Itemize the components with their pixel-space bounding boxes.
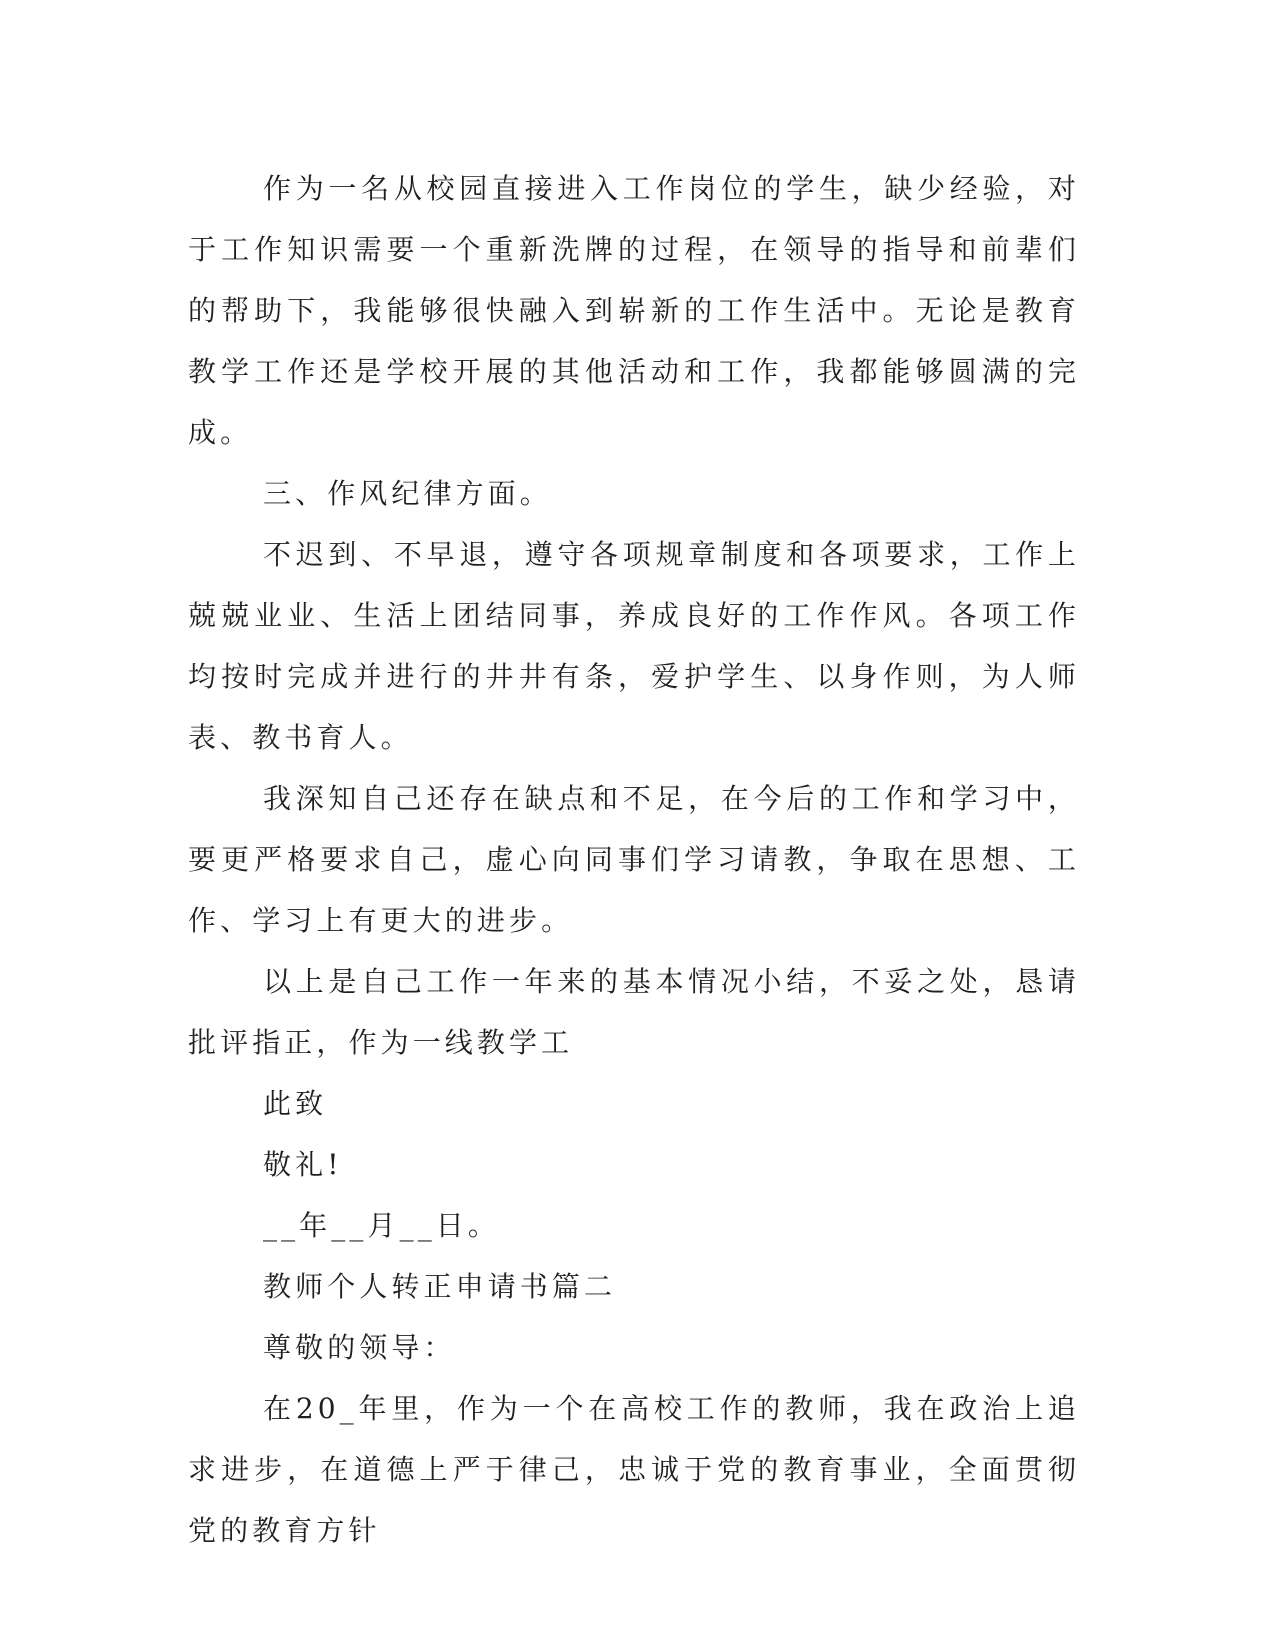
paragraph-politics-ethics: 在20_年里，作为一个在高校工作的教师，我在政治上追求进步，在道德上严于律己，忠诚于党的教育事业，全面贯彻党的教育方针: [188, 1392, 1080, 1547]
closing-regards: 敬礼!: [263, 1148, 343, 1181]
section-title-part-two: 教师个人转正申请书篇二: [263, 1270, 617, 1303]
closing-salutation: 此致: [263, 1087, 328, 1120]
date-line: __年__月__日。: [263, 1209, 501, 1242]
paragraph-work-experience: 作为一名从校园直接进入工作岗位的学生，缺少经验，对于工作知识需要一个重新洗牌的过程，在领导的指导和前辈们的帮助下，我能够很快融入到崭新的工作生活中。无论是教育教学工作还是学校开展的其他活动和工作，我都能够圆满的完成。: [188, 172, 1080, 449]
section-heading-discipline: 三、作风纪律方面。: [263, 477, 552, 510]
paragraph-self-improvement: 我深知自己还存在缺点和不足，在今后的工作和学习中，要更严格要求自己，虚心向同事们学习请教，争取在思想、工作、学习上有更大的进步。: [188, 782, 1080, 937]
greeting: 尊敬的领导：: [263, 1331, 456, 1364]
document-body: [188, 158, 1080, 1561]
paragraph-discipline: 不迟到、不早退，遵守各项规章制度和各项要求，工作上兢兢业业、生活上团结同事，养成良好的工作作风。各项工作均按时完成并进行的井井有条，爱护学生、以身作则，为人师表、教书育人。: [188, 538, 1080, 754]
paragraph-summary: 以上是自己工作一年来的基本情况小结，不妥之处，恳请批评指正，作为一线教学工: [188, 965, 1080, 1059]
